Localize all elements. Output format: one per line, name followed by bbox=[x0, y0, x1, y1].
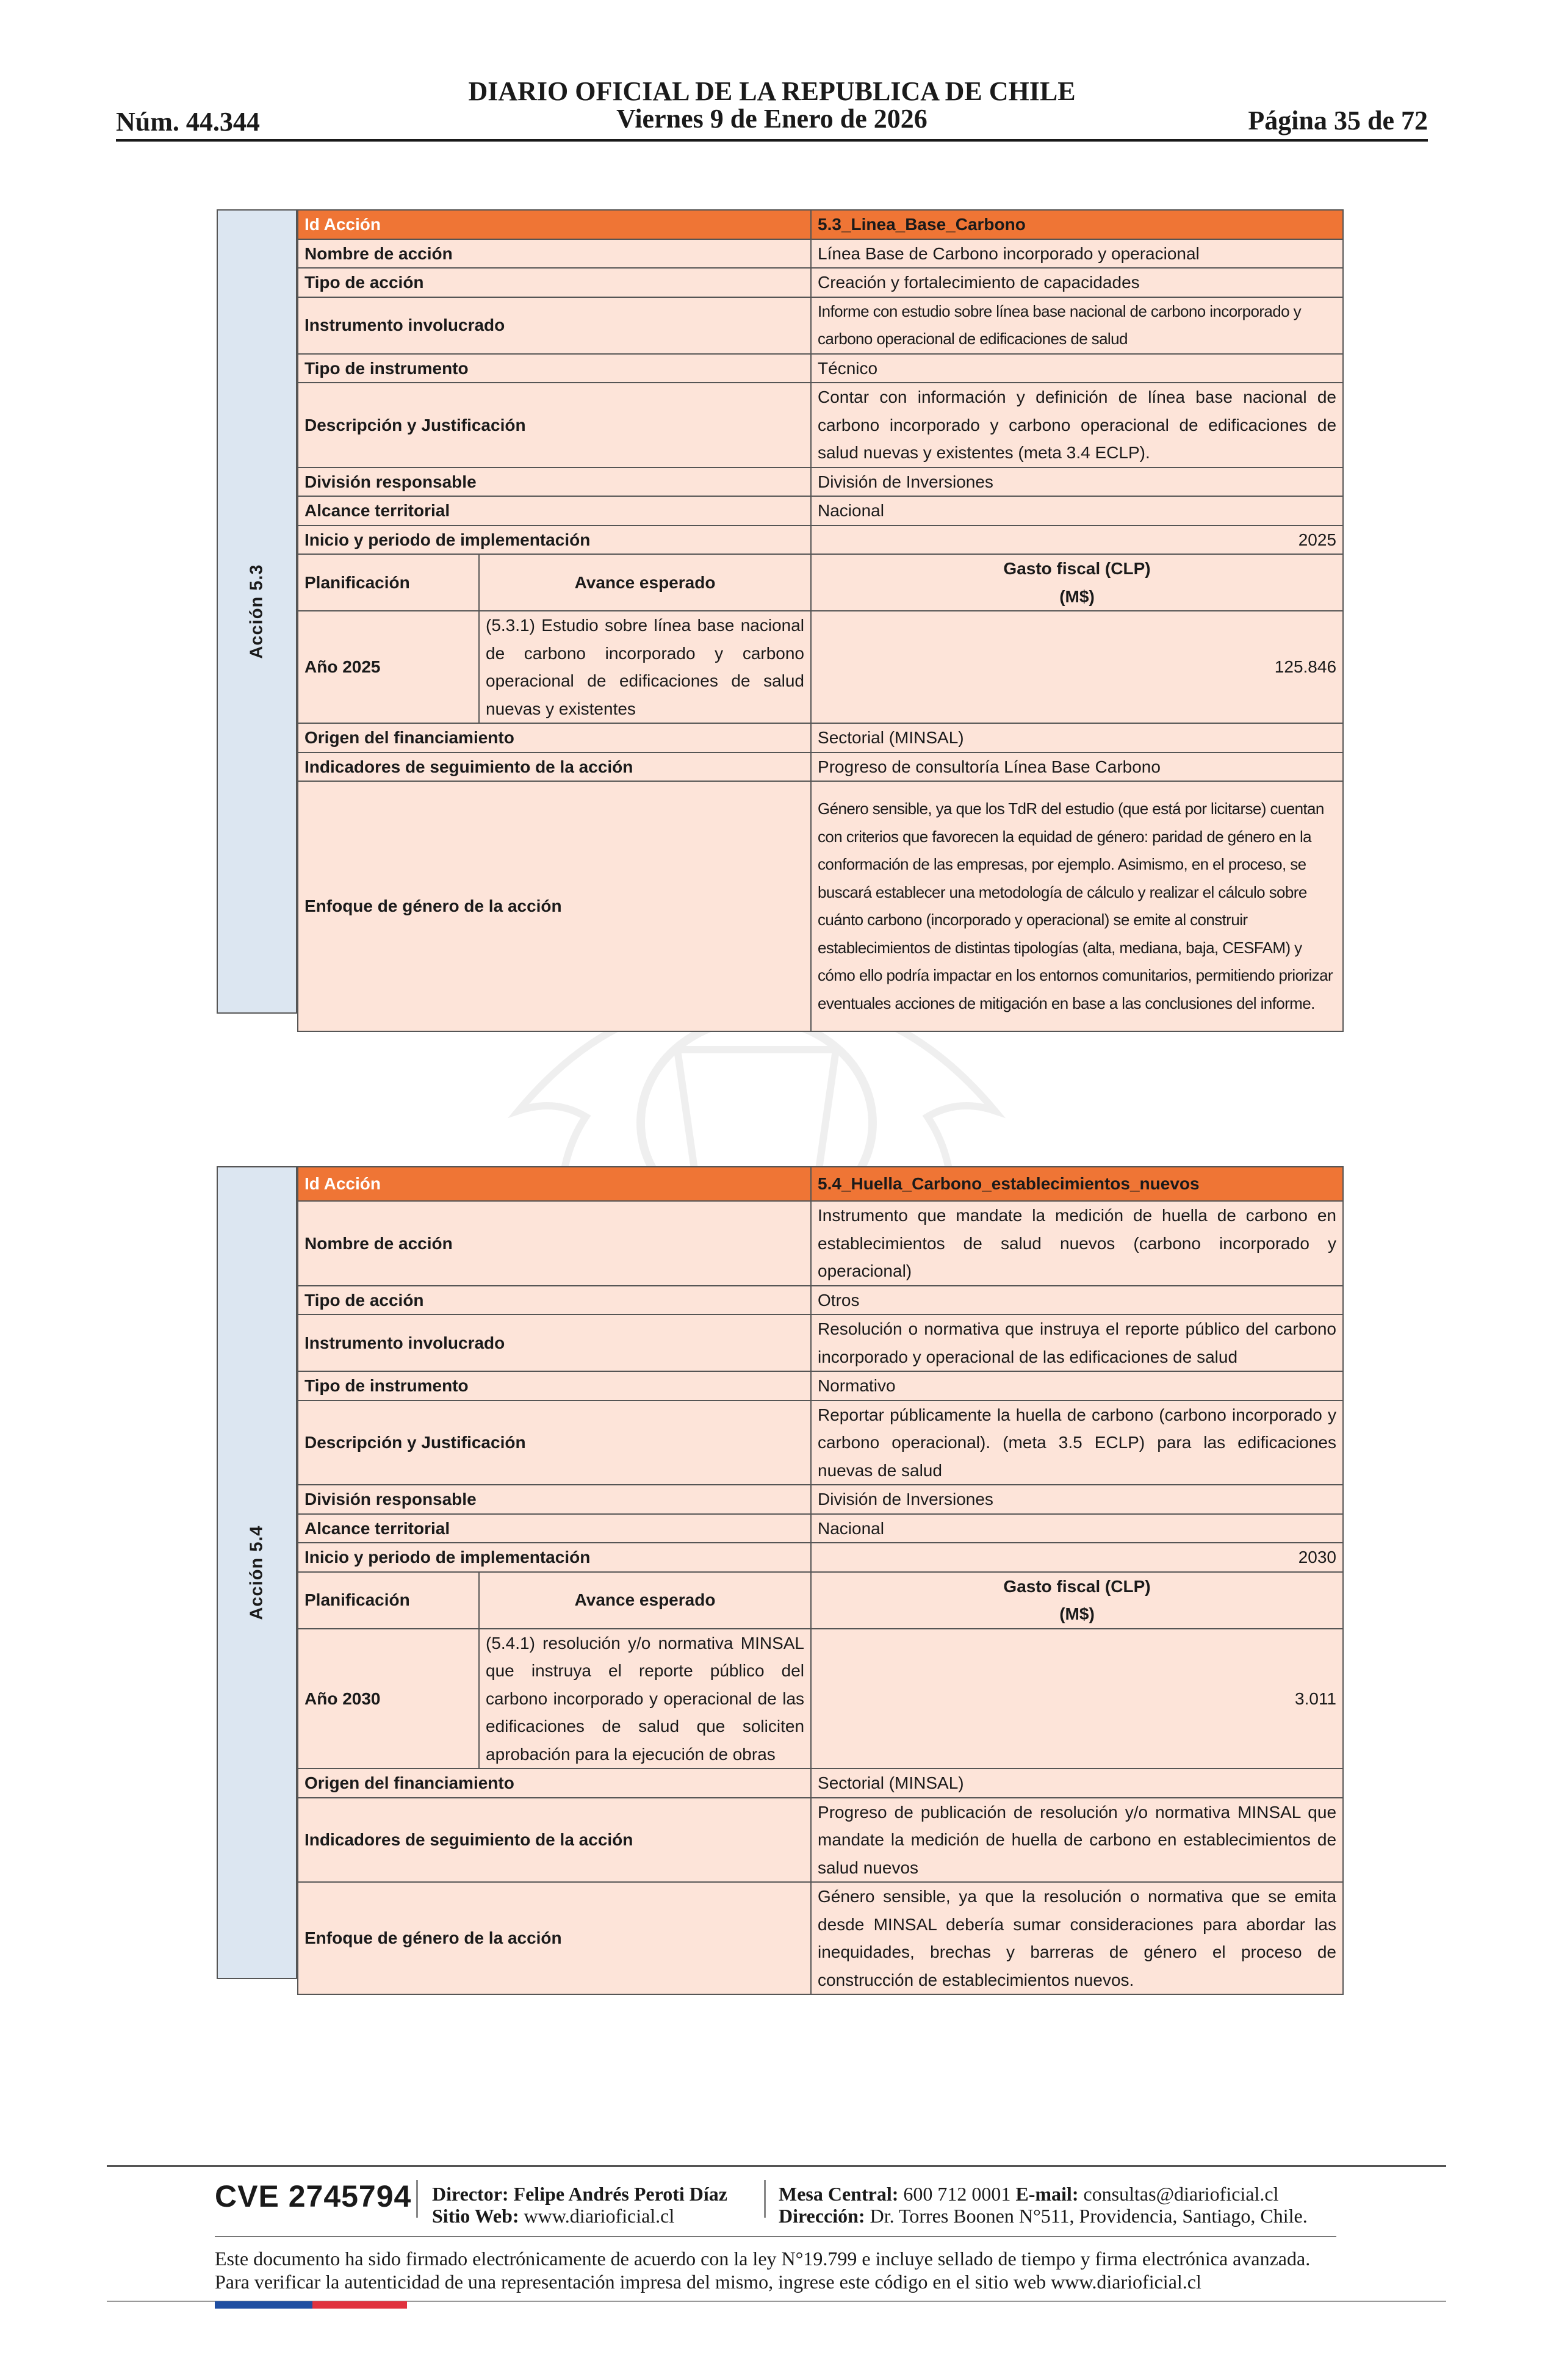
tipo-accion-label: Tipo de acción bbox=[298, 268, 811, 297]
origen-label: Origen del financiamiento bbox=[298, 1769, 811, 1798]
web-label: Sitio Web: bbox=[432, 2205, 519, 2227]
footer-separator bbox=[764, 2180, 766, 2218]
id-value: 5.3_Linea_Base_Carbono bbox=[811, 210, 1343, 239]
inicio-value: 2030 bbox=[811, 1543, 1343, 1572]
gasto-label bbox=[811, 554, 1343, 611]
indicadores-label: Indicadores de seguimiento de la acción bbox=[298, 752, 811, 782]
instrumento-value: Informe con estudio sobre línea base nacional de carbono incorporado y carbono operacional de edificaciones de salud bbox=[811, 297, 1343, 354]
descripcion-value: Contar con información y definición de línea base nacional de carbono incorporado y carbono operacional de edificaciones de salud nuevas y existentes (meta 3.4 ECLP). bbox=[811, 383, 1343, 467]
row-origen bbox=[298, 1769, 1343, 1798]
issue-number: Núm. 44.344 bbox=[116, 107, 260, 137]
tipo-instrumento-label: Tipo de instrumento bbox=[298, 1371, 811, 1401]
row-descripcion bbox=[298, 383, 1343, 467]
tipo-accion-label: Tipo de acción bbox=[298, 1286, 811, 1315]
mesa-value: 600 712 0001 bbox=[903, 2183, 1011, 2205]
row-origen bbox=[298, 723, 1343, 752]
indicadores-label: Indicadores de seguimiento de la acción bbox=[298, 1798, 811, 1883]
gasto-value: 125.846 bbox=[811, 611, 1343, 723]
row-enfoque bbox=[298, 781, 1343, 1031]
enfoque-value: Género sensible, ya que los TdR del estudio (que está por licitarse) cuentan con criterios que favorecen la equidad de género: paridad de género en la conformación de las empresas, por ejemplo. Asimismo, en el proceso, se buscará establecer una metodología de cálculo y realizar el cálculo sobre cuánto carbono (incorporado y operacional) se emite al construir establecimientos de distintas tipologías (alta, mediana, baja, CESFAM) y cómo ello podría impactar en los entornos comunitarios, permitiendo priorizar eventuales acciones de mitigación en base a las conclusiones del informe. bbox=[811, 781, 1343, 1031]
alcance-label: Alcance territorial bbox=[298, 1514, 811, 1543]
row-division bbox=[298, 467, 1343, 497]
web-link[interactable]: www.diarioficial.cl bbox=[524, 2205, 675, 2227]
row-inicio bbox=[298, 1543, 1343, 1572]
row-id bbox=[298, 210, 1343, 239]
alcance-value: Nacional bbox=[811, 1514, 1343, 1543]
director-value: Felipe Andrés Peroti Díaz bbox=[513, 2183, 727, 2205]
signature-note: Este documento ha sido firmado electrónicamente de acuerdo con la ley N°19.799 e incluye sellado de tiempo y firma electrónica avanzada. Para verificar la autenticidad de una representación impresa del mismo, ingrese este código en el sitio web www.diarioficial.cl bbox=[215, 2248, 1311, 2293]
flag-bar-blue bbox=[215, 2301, 312, 2309]
gasto-label-line1: Gasto fiscal (CLP) bbox=[1003, 559, 1151, 578]
gasto-label-line1: Gasto fiscal (CLP) bbox=[1003, 1576, 1151, 1596]
row-tipo-accion bbox=[298, 1286, 1343, 1315]
gasto-label-line2: (M$) bbox=[1059, 586, 1095, 606]
division-label: División responsable bbox=[298, 467, 811, 497]
action-side-label-panel bbox=[217, 1166, 297, 1979]
row-instrumento bbox=[298, 297, 1343, 354]
row-indicadores bbox=[298, 752, 1343, 782]
action-side-label: Acción 5.3 bbox=[247, 564, 267, 659]
row-id bbox=[298, 1167, 1343, 1201]
tipo-accion-value: Creación y fortalecimiento de capacidades bbox=[811, 268, 1343, 297]
alcance-label: Alcance territorial bbox=[298, 496, 811, 525]
inicio-label: Inicio y periodo de implementación bbox=[298, 1543, 811, 1572]
action-5-4-block bbox=[217, 1166, 1342, 1989]
anio-label: Año 2030 bbox=[298, 1629, 479, 1769]
planificacion-label: Planificación bbox=[298, 554, 479, 611]
cve-code: CVE 2745794 bbox=[215, 2179, 412, 2213]
avance-label: Avance esperado bbox=[479, 554, 811, 611]
director-label: Director: bbox=[432, 2183, 509, 2205]
row-anio bbox=[298, 1629, 1343, 1769]
tipo-instrumento-value: Normativo bbox=[811, 1371, 1343, 1401]
origen-value: Sectorial (MINSAL) bbox=[811, 723, 1343, 752]
footer-contact bbox=[779, 2183, 1279, 2205]
page-number: Página 35 de 72 bbox=[1248, 106, 1428, 135]
id-value: 5.4_Huella_Carbono_establecimientos_nuevos bbox=[811, 1167, 1343, 1201]
id-label: Id Acción bbox=[298, 210, 811, 239]
enfoque-label: Enfoque de género de la acción bbox=[298, 781, 811, 1031]
instrumento-label: Instrumento involucrado bbox=[298, 297, 811, 354]
row-tipo-instrumento bbox=[298, 1371, 1343, 1401]
email-link[interactable]: consultas@diarioficial.cl bbox=[1083, 2183, 1279, 2205]
anio-label: Año 2025 bbox=[298, 611, 479, 723]
indicadores-value: Progreso de publicación de resolución y/o normativa MINSAL que mandate la medición de huella de carbono en establecimientos de salud nuevos bbox=[811, 1798, 1343, 1883]
row-division bbox=[298, 1485, 1343, 1514]
mesa-label: Mesa Central: bbox=[779, 2183, 899, 2205]
row-enfoque bbox=[298, 1882, 1343, 1994]
gasto-value: 3.011 bbox=[811, 1629, 1343, 1769]
row-instrumento bbox=[298, 1314, 1343, 1371]
indicadores-value: Progreso de consultoría Línea Base Carbono bbox=[811, 752, 1343, 782]
inicio-value: 2025 bbox=[811, 525, 1343, 555]
descripcion-value: Reportar públicamente la huella de carbono (carbono incorporado y carbono operacional). (meta 3.5 ECLP) para las edificaciones nuevas de salud bbox=[811, 1401, 1343, 1485]
descripcion-label: Descripción y Justificación bbox=[298, 383, 811, 467]
footer-mid-rule bbox=[215, 2236, 1336, 2237]
footer-director bbox=[432, 2183, 727, 2205]
header-rule bbox=[116, 139, 1428, 142]
footer-address bbox=[779, 2205, 1308, 2227]
action-5-4-table bbox=[297, 1166, 1344, 1995]
division-value: División de Inversiones bbox=[811, 1485, 1343, 1514]
row-alcance bbox=[298, 496, 1343, 525]
row-alcance bbox=[298, 1514, 1343, 1543]
instrumento-label: Instrumento involucrado bbox=[298, 1314, 811, 1371]
row-planificacion-header bbox=[298, 554, 1343, 611]
avance-value: (5.3.1) Estudio sobre línea base nacional de carbono incorporado y carbono operacional de edificaciones de salud nuevas y existentes bbox=[479, 611, 811, 723]
row-tipo-accion bbox=[298, 268, 1343, 297]
action-side-label-panel bbox=[217, 209, 297, 1014]
row-planificacion-header bbox=[298, 1572, 1343, 1629]
row-indicadores bbox=[298, 1798, 1343, 1883]
row-descripcion bbox=[298, 1401, 1343, 1485]
alcance-value: Nacional bbox=[811, 496, 1343, 525]
origen-value: Sectorial (MINSAL) bbox=[811, 1769, 1343, 1798]
nombre-value: Línea Base de Carbono incorporado y operacional bbox=[811, 239, 1343, 269]
nombre-value: Instrumento que mandate la medición de huella de carbono en establecimientos de salud nuevos (carbono incorporado y operacional) bbox=[811, 1201, 1343, 1286]
instrumento-value: Resolución o normativa que instruya el reporte público del carbono incorporado y operacional de las edificaciones de salud bbox=[811, 1314, 1343, 1371]
enfoque-value: Género sensible, ya que la resolución o normativa que se emita desde MINSAL debería sumar consideraciones para abordar las inequidades, brechas y barreras de género el proceso de construcción de establecimientos nuevos. bbox=[811, 1882, 1343, 1994]
avance-value: (5.4.1) resolución y/o normativa MINSAL que instruya el reporte público del carbono incorporado y operacional de las edificaciones de salud que soliciten aprobación para la ejecución de obras bbox=[479, 1629, 811, 1769]
footer-website bbox=[432, 2205, 674, 2227]
nombre-label: Nombre de acción bbox=[298, 1201, 811, 1286]
direccion-label: Dirección: bbox=[779, 2205, 865, 2227]
action-side-label: Acción 5.4 bbox=[247, 1525, 267, 1620]
action-5-3-block bbox=[217, 209, 1342, 1014]
tipo-accion-value: Otros bbox=[811, 1286, 1343, 1315]
row-anio bbox=[298, 611, 1343, 723]
planificacion-label: Planificación bbox=[298, 1572, 479, 1629]
gasto-label bbox=[811, 1572, 1343, 1629]
footer-separator bbox=[416, 2180, 418, 2218]
footer-top-rule bbox=[107, 2165, 1446, 2167]
enfoque-label: Enfoque de género de la acción bbox=[298, 1882, 811, 1994]
newspaper-title: DIARIO OFICIAL DE LA REPUBLICA DE CHILE bbox=[468, 76, 1076, 106]
tipo-instrumento-label: Tipo de instrumento bbox=[298, 354, 811, 383]
nombre-label: Nombre de acción bbox=[298, 239, 811, 269]
flag-bar-red bbox=[312, 2301, 407, 2309]
division-label: División responsable bbox=[298, 1485, 811, 1514]
descripcion-label: Descripción y Justificación bbox=[298, 1401, 811, 1485]
avance-label: Avance esperado bbox=[479, 1572, 811, 1629]
row-tipo-instrumento bbox=[298, 354, 1343, 383]
email-label: E-mail: bbox=[1015, 2183, 1079, 2205]
id-label: Id Acción bbox=[298, 1167, 811, 1201]
direccion-value: Dr. Torres Boonen N°511, Providencia, Santiago, Chile. bbox=[870, 2205, 1308, 2227]
origen-label: Origen del financiamiento bbox=[298, 723, 811, 752]
gasto-label-line2: (M$) bbox=[1059, 1604, 1095, 1623]
page-header bbox=[116, 74, 1428, 142]
division-value: División de Inversiones bbox=[811, 467, 1343, 497]
tipo-instrumento-value: Técnico bbox=[811, 354, 1343, 383]
action-5-3-table bbox=[297, 209, 1344, 1032]
row-nombre bbox=[298, 1201, 1343, 1286]
inicio-label: Inicio y periodo de implementación bbox=[298, 525, 811, 555]
row-inicio bbox=[298, 525, 1343, 555]
issue-date: Viernes 9 de Enero de 2026 bbox=[616, 104, 927, 134]
row-nombre bbox=[298, 239, 1343, 269]
